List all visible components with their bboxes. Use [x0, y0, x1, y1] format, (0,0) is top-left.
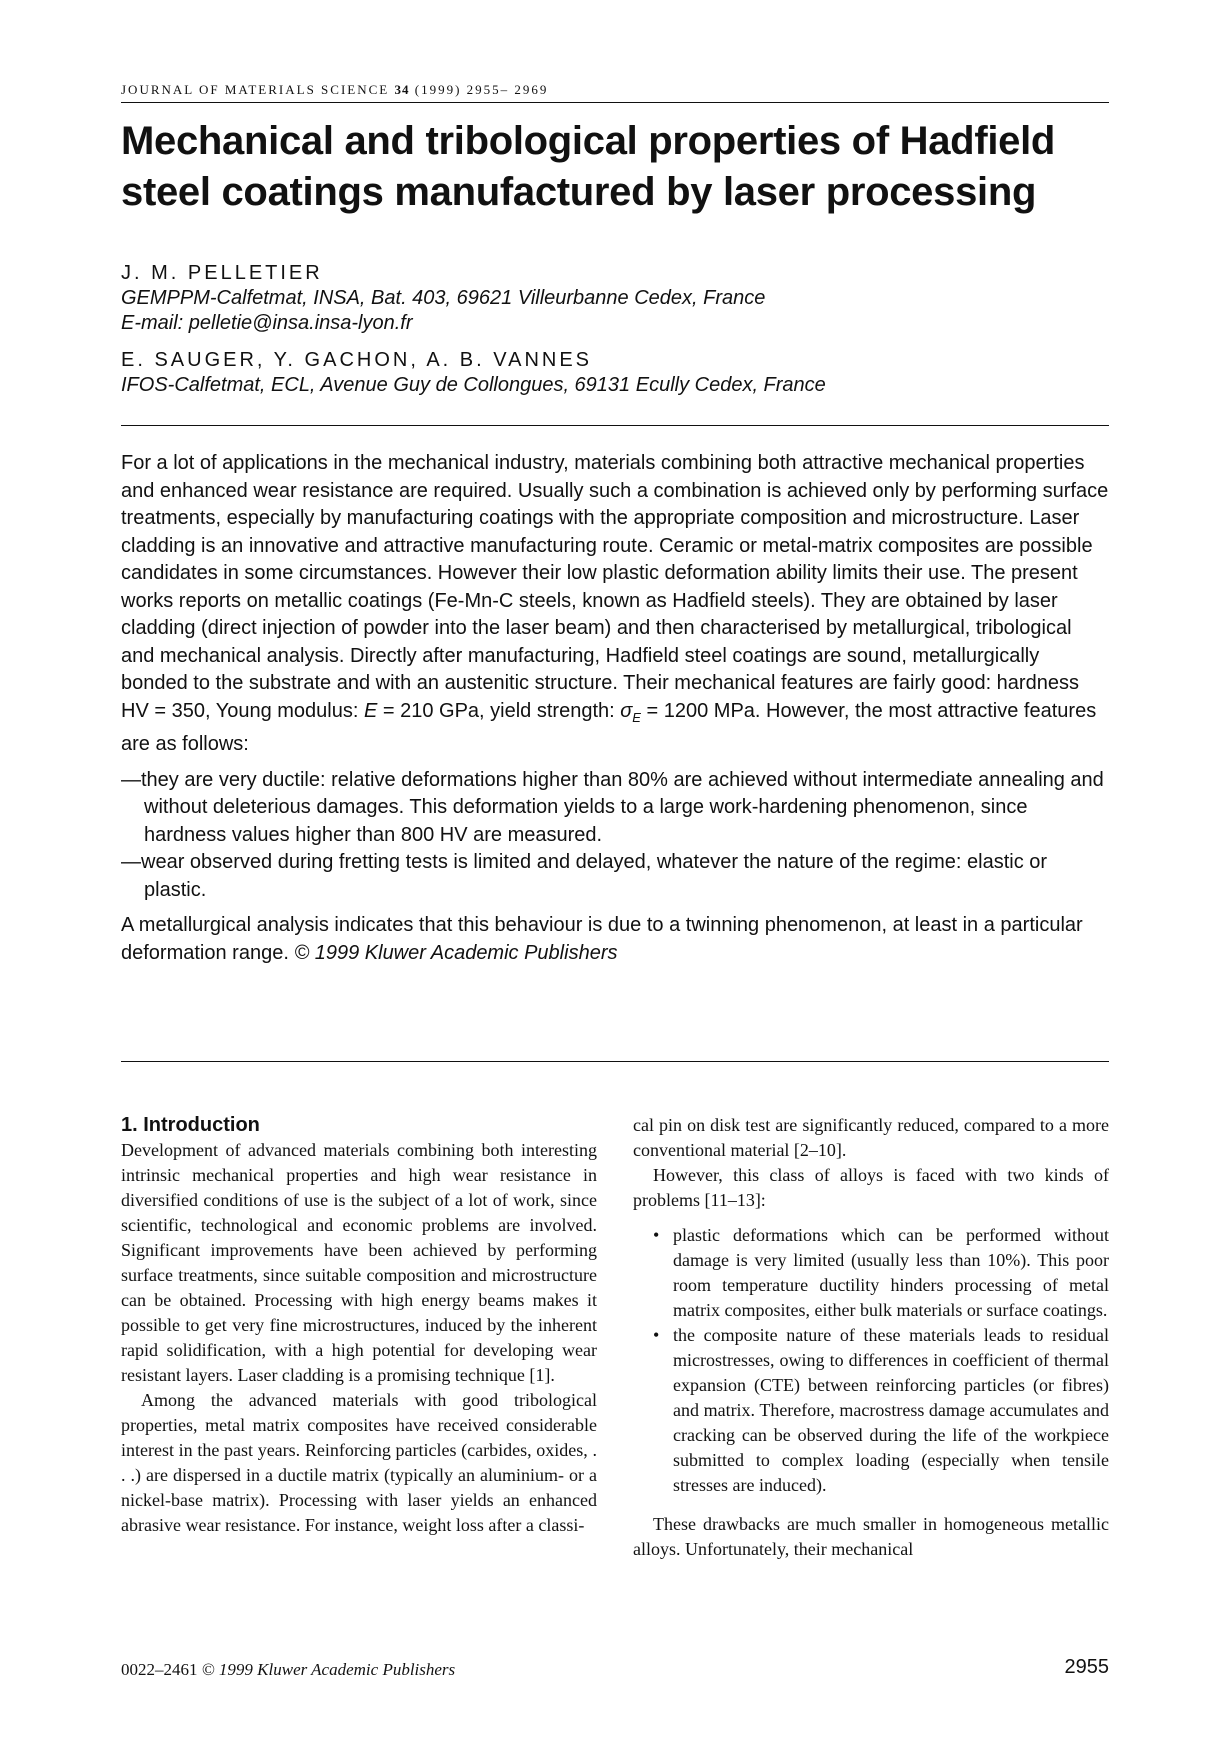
intro-paragraph-2-continued: cal pin on disk test are significantly reduced, compared to a more conventional material [2–10].	[633, 1115, 1109, 1160]
journal-name: JOURNAL OF MATERIALS SCIENCE	[121, 82, 390, 97]
footer-issn: 0022–2461	[121, 1660, 202, 1679]
page-number: 2955	[1064, 1656, 1109, 1678]
abstract-copyright: © 1999 Kluwer Academic Publishers	[294, 941, 618, 964]
journal-volume: 34	[394, 82, 410, 97]
list-item: • plastic deformations which can be performed without damage is very limited (usually less than 10%). This poor room temperature ductility hinders processing of metal matrix composites, either bulk materials or surface coatings.	[673, 1223, 1109, 1323]
intro-paragraph-1: Development of advanced materials combining both interesting intrinsic mechanical properties and high wear resistance in diversified conditions of use is the subject of a lot of work, since scientific, technological and economic problems are involved. Significant improvements have been achieved by performing surface treatments, since suitable composition and microstructure can be obtained. Processing with high energy beams makes it possible to get very fine microstructures, induced by the inherent rapid solidification, with a high potential for developing wear resistant layers. Laser cladding is a promising technique [1].	[121, 1140, 597, 1385]
abstract-dash-item-1: —they are very ductile: relative deformations higher than 80% are achieved without intermediate annealing and without deleterious damages. This deformation yields to a large work-hardening phenomenon, since hardness values higher than 800 HV are measured.	[121, 768, 1104, 846]
abstract-paragraph: For a lot of applications in the mechanical industry, materials combining both attractive mechanical properties and enhanced wear resistance are required. Usually such a combination is achieved only by performing surface treatments, especially by manufacturing coatings with the appropriate composition and microstructure. Laser cladding is an innovative and attractive manufacturing route. Ceramic or metal-matrix composites are possible candidates in some circumstances. However their low plastic deformation ability limits their use. The present works reports on metallic coatings (Fe-Mn-C steels, known as Hadfield steels). They are obtained by laser cladding (direct injection of powder into the laser beam) and then characterised by metallurgical, tribological and mechanical analysis. Directly after manufacturing, Hadfield steel coatings are sound, metallurgically bonded to the substrate and with an austenitic structure. Their mechanical features are fairly good: hardness HV = 350, Young modulus: E = 210 GPa, yield strength: $\sigma_E = 1200$ MPa. However, the most attractive features are as follows:	[121, 452, 1109, 755]
paper-page	[121, 0, 1109, 1748]
right-column	[633, 1113, 1109, 1562]
abstract-closing: A metallurgical analysis indicates that this behaviour is due to a twinning phenomenon, at least in a particular deformation range. © 1999 Kluwer Academic Publishers	[121, 914, 1083, 964]
journal-year-pages: (1999) 2955– 2969	[414, 82, 549, 97]
header-rule	[121, 102, 1109, 103]
title-line-1: Mechanical and tribological properties of Hadfield	[121, 119, 1056, 163]
intro-paragraph-2: Among the advanced materials with good tribological properties, metal matrix composites have received considerable interest in the past years. Reinforcing particles (carbides, oxides, . . .) are dispersed in a ductile matrix (typically an aluminium- or a nickel-base matrix). Processing with laser yields an enhanced abrasive wear resistance. For instance, weight loss after a classi-	[121, 1390, 597, 1535]
title-line-2: steel coatings manufactured by laser processing	[121, 170, 1037, 214]
list-item: • the composite nature of these materials leads to residual microstresses, owing to differences in coefficient of thermal expansion (CTE) between reinforcing particles (or fibres) and matrix. Therefore, macrostress damage accumulates and cracking can be observed during the life of the workpiece submitted to complex loading (especially when tensile stresses are induced).	[673, 1323, 1109, 1498]
author-email: E-mail: pelletie@insa.insa-lyon.fr	[121, 312, 413, 334]
abstract-top-rule	[121, 425, 1109, 426]
section-heading-introduction: 1. Introduction	[121, 1114, 260, 1136]
abstract-dash-item-2: —wear observed during fretting tests is limited and delayed, whatever the nature of the regime: elastic or plastic.	[121, 851, 1048, 901]
affiliation-1: GEMPPM-Calfetmat, INSA, Bat. 403, 69621 Villeurbanne Cedex, France	[121, 287, 766, 309]
intro-paragraph-3: However, this class of alloys is faced with two kinds of problems [11–13]:	[633, 1165, 1109, 1210]
left-column	[121, 1113, 597, 1538]
intro-paragraph-4: These drawbacks are much smaller in homogeneous metallic alloys. Unfortunately, their mechanical	[633, 1514, 1109, 1559]
abstract	[121, 450, 1109, 967]
running-head	[121, 82, 548, 98]
abstract-bottom-rule	[121, 1061, 1109, 1062]
author-names-2: E. SAUGER, Y. GACHON, A. B. VANNES	[121, 349, 593, 371]
problems-list	[633, 1223, 1109, 1498]
author-names-1: J. M. PELLETIER	[121, 262, 323, 284]
paper-title	[121, 116, 1109, 218]
affiliation-2: IFOS-Calfetmat, ECL, Avenue Guy de Collongues, 69131 Ecully Cedex, France	[121, 374, 826, 396]
footer-issn-copyright	[121, 1660, 455, 1680]
footer-copyright: © 1999 Kluwer Academic Publishers	[201, 1660, 456, 1679]
